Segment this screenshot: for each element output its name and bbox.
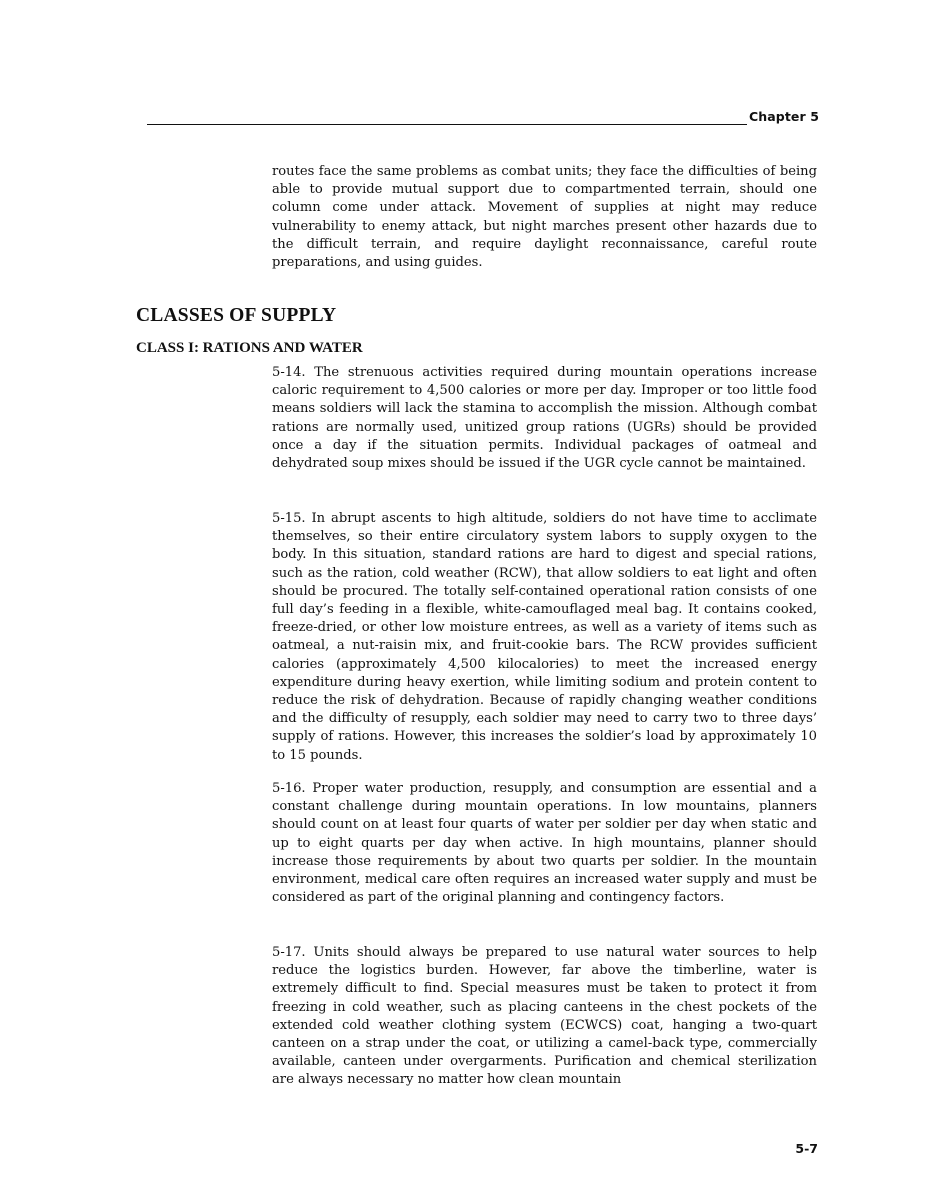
paragraph-5-17: 5-17. Units should always be prepared to use natural water sources to help reduce the logistics burden. However, far above the timberline, water is extremely difficult to find. Special measures must be taken to protect it from freezing in cold weather, such as placing canteens in the chest pockets of the extended cold weather clothing system (ECWCS) coat, hanging a two-quart canteen on a strap under the coat, or utilizing a camel-back type, commercially available, canteen under overgarments. Purification and chemical sterilization are always necessary no matter how clean mountain — [272, 945, 817, 1088]
page-number: 5-7 — [795, 1141, 818, 1156]
header-rule — [147, 124, 747, 125]
chapter-label: Chapter 5 — [748, 109, 819, 124]
paragraph-5-16: 5-16. Proper water production, resupply, and consumption are essential and a constant challenge during mountain operations. In low mountains, planners should count on at least four quarts of water per soldier per day when static and up to eight quarts per day when active. In high mountains, planner should increase those requirements by about two quarts per soldier. In the mountain environment, medical care often requires an increased water supply and must be considered as part of the original planning and contingency factors. — [272, 781, 817, 906]
continuation-paragraph: routes face the same problems as combat units; they face the difficulties of being able to provide mutual support due to compartmented terrain, should one column come under attack. Movement of supplies at night may reduce vulnerability to enemy attack, but night marches present other hazards due to the difficult terrain, and require daylight reconnaissance, careful route preparations, and using guides. — [272, 164, 817, 271]
section-heading: CLASSES OF SUPPLY — [136, 305, 337, 326]
paragraph-5-15: 5-15. In abrupt ascents to high altitude, soldiers do not have time to acclimate themselves, so their entire circulatory system labors to supply oxygen to the body. In this situation, standard rations are hard to digest and special rations, such as the ration, cold weather (RCW), that allow soldiers to eat light and often should be procured. The totally self-contained operational ration consists of one full day’s feeding in a flexible, white-camouflaged meal bag. It contains cooked, freeze-dried, or other low moisture entrees, as well as a variety of items such as oatmeal, a nut-raisin mix, and fruit-cookie bars. The RCW provides sufficient calories (approximately 4,500 kilocalories) to meet the increased energy expenditure during heavy exertion, while limiting sodium and protein content to reduce the risk of dehydration. Because of rapidly changing weather conditions and the difficulty of resupply, each soldier may need to carry two to three days’ supply of rations. However, this increases the soldier’s load by approximately 10 to 15 pounds. — [272, 511, 817, 763]
subsection-heading: CLASS I: RATIONS AND WATER — [136, 340, 363, 356]
paragraph-5-14: 5-14. The strenuous activities required during mountain operations increase caloric requirement to 4,500 calories or more per day. Improper or too little food means soldiers will lack the stamina to accomplish the mission. Although combat rations are normally used, unitized group rations (UGRs) should be provided once a day if the situation permits. Individual packages of oatmeal and dehydrated soup mixes should be issued if the UGR cycle cannot be maintained. — [272, 365, 817, 472]
